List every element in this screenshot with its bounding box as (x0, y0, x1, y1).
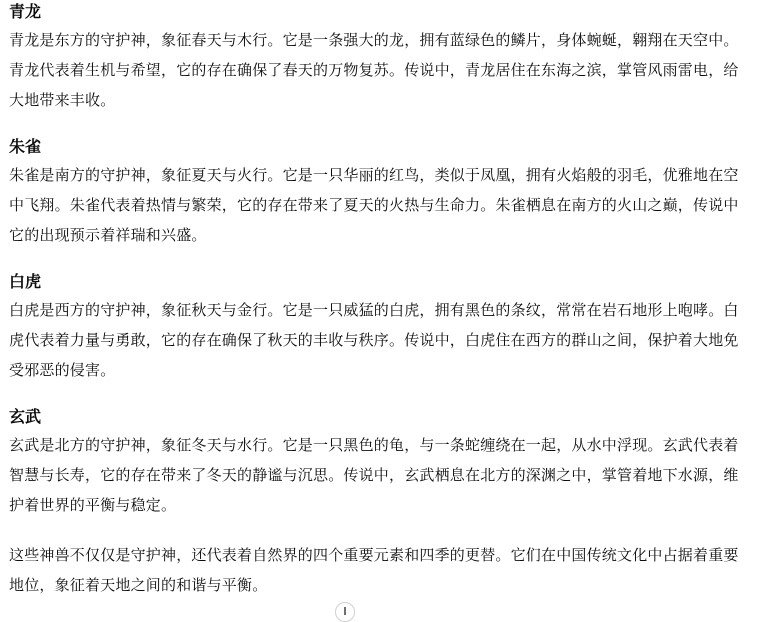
section-qinglong (9, 0, 749, 115)
section-title: 玄武 (9, 407, 42, 426)
summary-paragraph: 这些神兽不仅仅是守护神，还代表着自然界的四个重要元素和四季的更替。它们在中国传统文化中占据着重要地位，象征着天地之间的和谐与平衡。 (9, 546, 739, 594)
section-title: 朱雀 (9, 137, 42, 156)
section-text: 白虎是西方的守护神，象征秋天与金行。它是一只威猛的白虎，拥有黑色的条纹，常常在岩石地形上咆哮。白虎代表着力量与勇敢，它的存在确保了秋天的丰收与秩序。传说中，白虎住在西方的群山之间，保护着大地免受邪恶的侵害。 (9, 301, 739, 379)
article (9, 0, 749, 600)
arrow-down-icon (340, 606, 350, 616)
section-title: 青龙 (9, 2, 42, 21)
section-xuanwu (9, 405, 749, 520)
section-title: 白虎 (9, 272, 42, 291)
section-text: 玄武是北方的守护神，象征冬天与水行。它是一只黑色的龟，与一条蛇缠绕在一起，从水中浮现。玄武代表着智慧与长寿，它的存在带来了冬天的静谧与沉思。传说中，玄武栖息在北方的深渊之中，掌管着地下水源，维护着世界的平衡与稳定。 (9, 436, 739, 514)
section-text: 青龙是东方的守护神，象征春天与木行。它是一条强大的龙，拥有蓝绿色的鳞片，身体蜿蜒，翱翔在天空中。青龙代表着生机与希望，它的存在确保了春天的万物复苏。传说中，青龙居住在东海之滨，掌管风雨雷电，给大地带来丰收。 (9, 31, 739, 109)
section-text: 朱雀是南方的守护神，象征夏天与火行。它是一只华丽的红鸟，类似于凤凰，拥有火焰般的羽毛，优雅地在空中飞翔。朱雀代表着热情与繁荣，它的存在带来了夏天的火热与生命力。朱雀栖息在南方的火山之巅，传说中它的出现预示着祥瑞和兴盛。 (9, 166, 739, 244)
section-zhuque (9, 135, 749, 250)
scroll-to-bottom-button[interactable] (335, 602, 355, 622)
section-baihu (9, 270, 749, 385)
